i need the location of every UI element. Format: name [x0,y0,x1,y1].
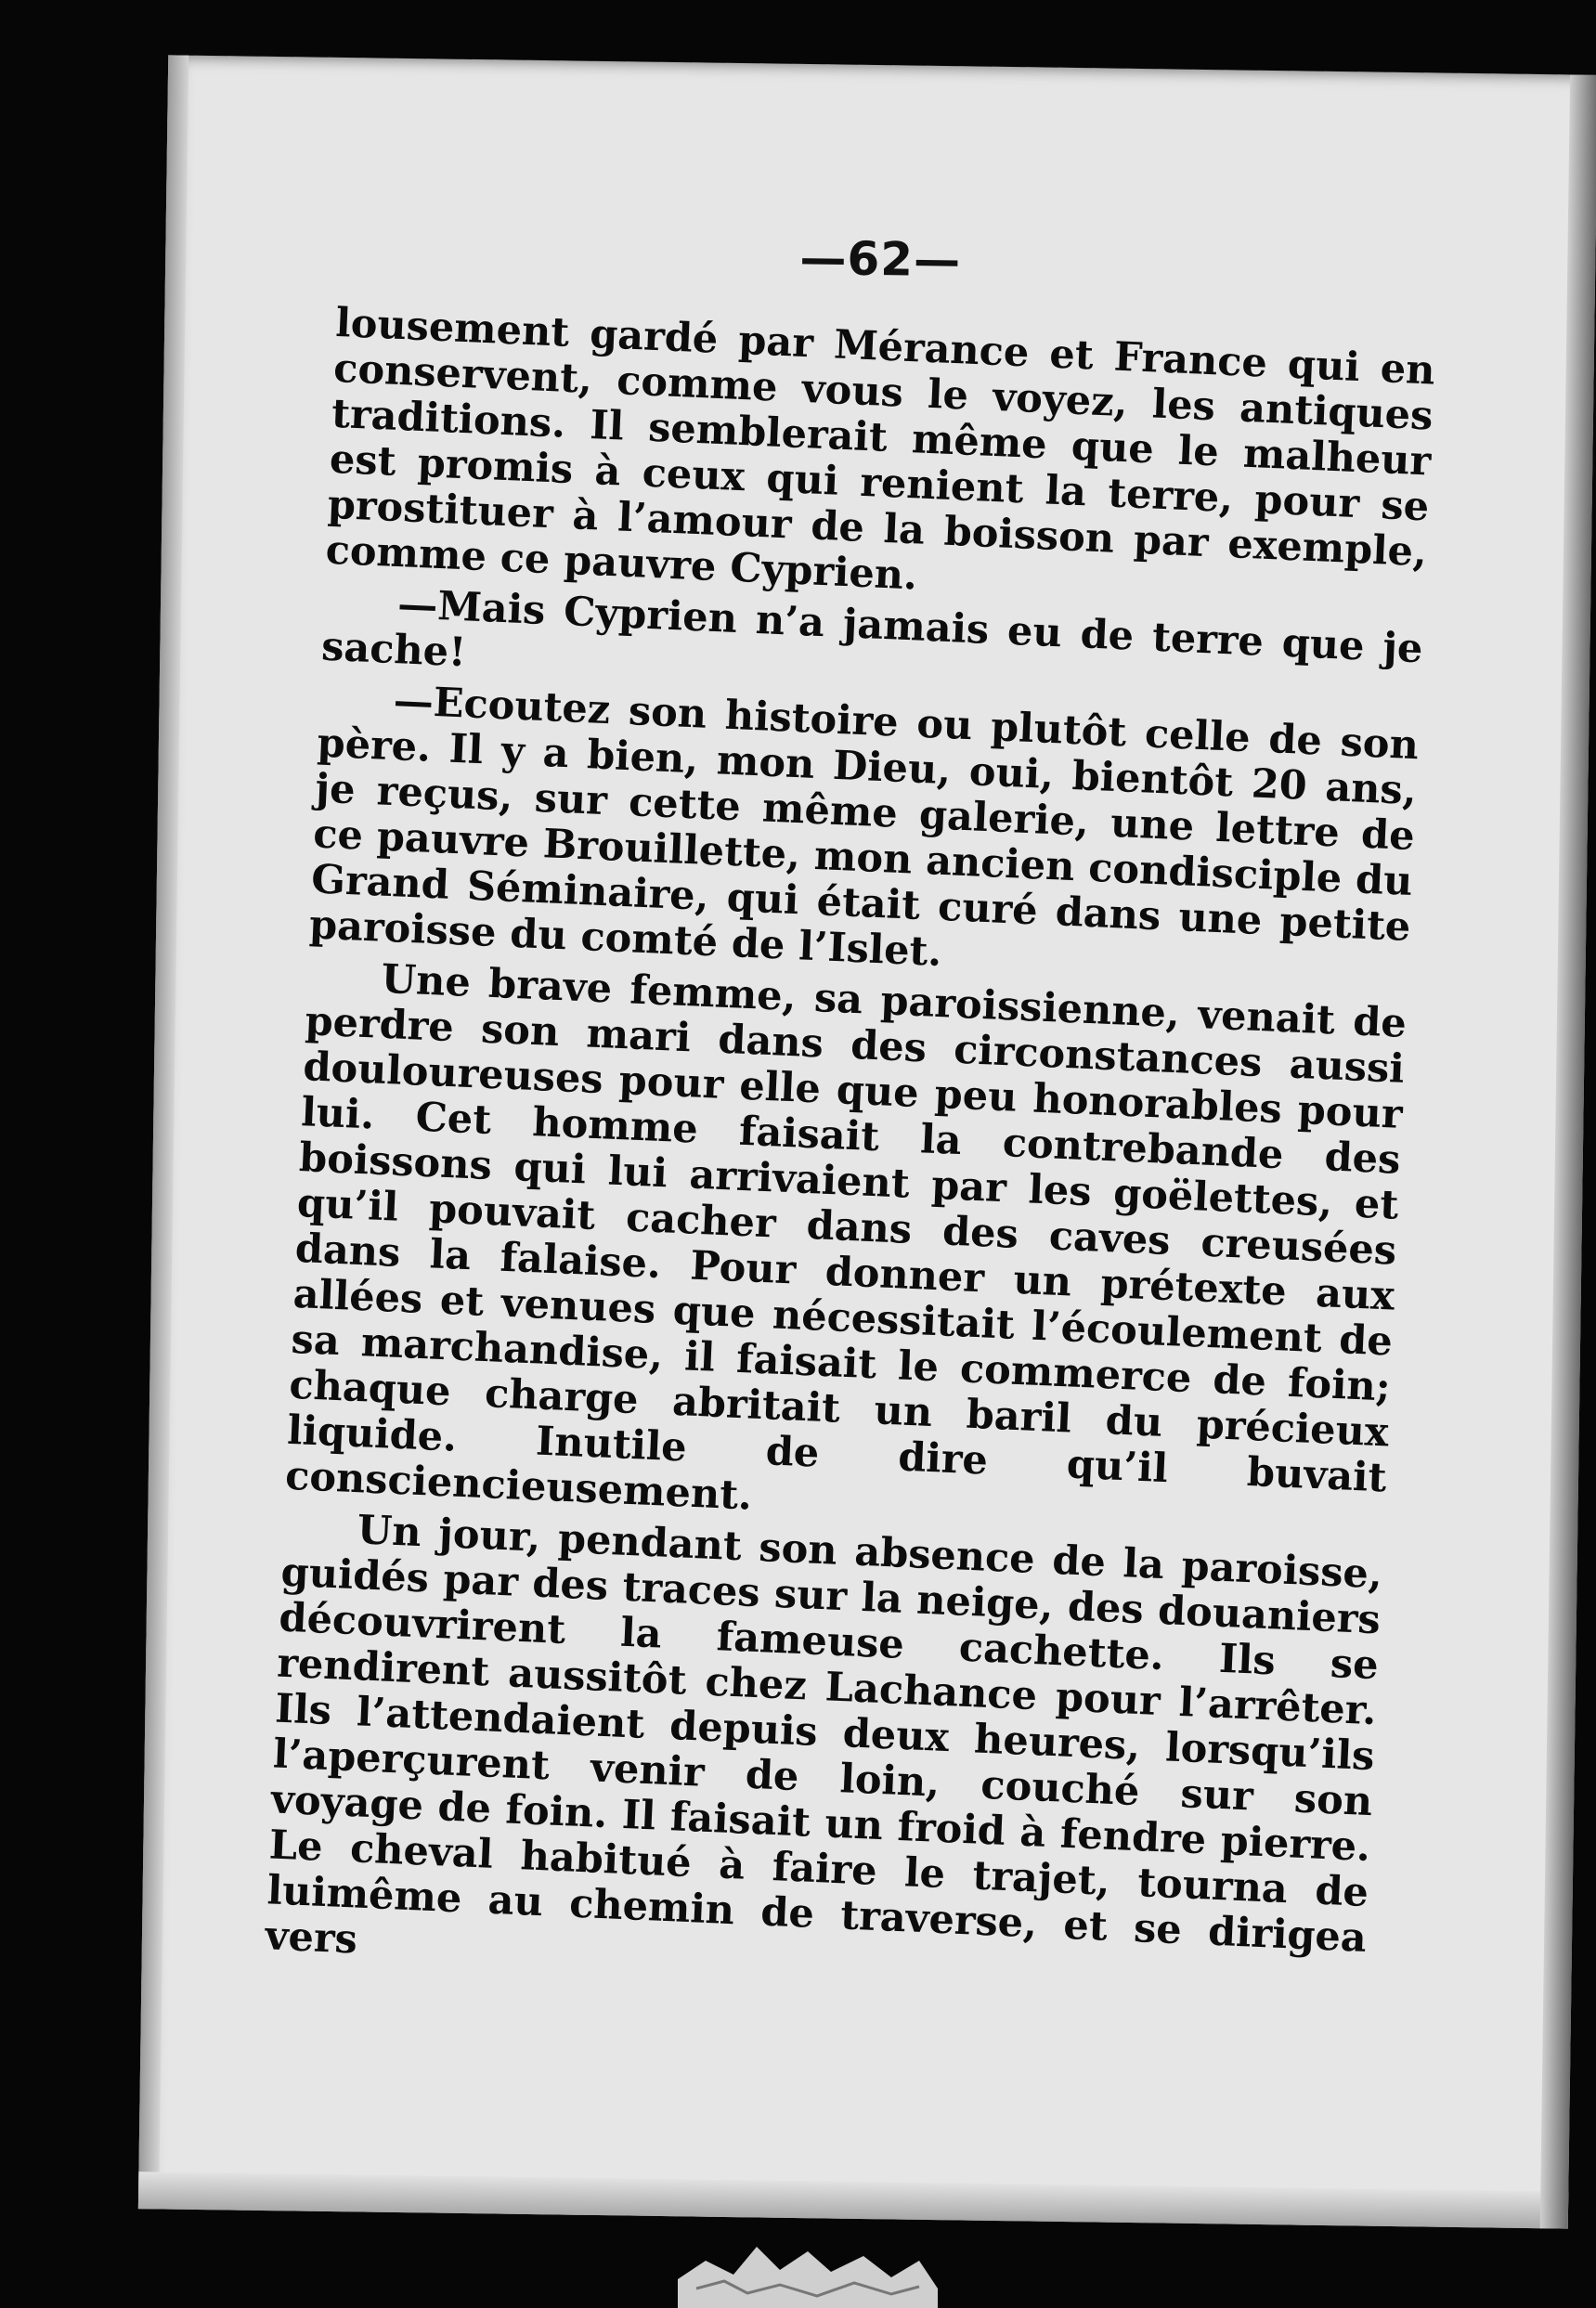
paper-debris-mark [668,2224,947,2308]
book-page [138,55,1596,2228]
paragraph-2: —Mais Cyprien n’a jamais eu de terre que je sache! [320,581,1424,677]
page-bottom-edge [138,2172,1568,2228]
body-text [264,301,1435,2013]
paragraph-4: Une brave femme, sa paroissienne, venait de perdre son mari dans des circonstances aussi douloureuses pour elle que peu honorables pour lui. Cet homme faisait la contrebande des boissons qui lui arrivaient par les goëlettes, et qu’il pouvait cacher dans des caves creusées dans la falaise. Pour donner un prétexte aux allées et venues que nécessitait l’écoulement de sa marchandise, il faisait le commerce de foin; chaque charge abritait un baril du précieux liquide. Inutile de dire qu’il buvait consciencieusement. [284,955,1408,1520]
paragraph-5: Un jour, pendant son absence de la paroisse, guidés par des traces sur la neige, des douaniers découvrirent la fameuse cachette. Ils se rendirent aussitôt chez Lachance pour l’arrêter. Ils l’attendaient depuis deux heures, lorsqu’ils l’aperçurent venir de loin, couché sur son voyage de foin. Il faisait un froid à fendre pierre. Le cheval habitué à faire le trajet, tourna de luimême au chemin de traverse, et se dirigea vers [264,1507,1383,1964]
paragraph-1: lousement gardé par Mérance et France qui en conservent, comme vous le voyez, les antiques traditions. Il semblerait même que le malheur est promis à ceux qui renient la terre, pour se prostituer à l’amour de la boisson par exemple, comme ce pauvre Cyprien. [324,299,1436,600]
paragraph-3: —Ecoutez son histoire ou plutôt celle de son père. Il y a bien, mon Dieu, oui, bientôt 20 ans, je reçus, sur cette même galerie, une lettre de ce pauvre Brouillette, mon ancien condisciple du Grand Séminaire, qui était curé dans une petite paroisse du comté de l’Islet. [308,678,1420,976]
page-number: —62— [799,230,962,288]
